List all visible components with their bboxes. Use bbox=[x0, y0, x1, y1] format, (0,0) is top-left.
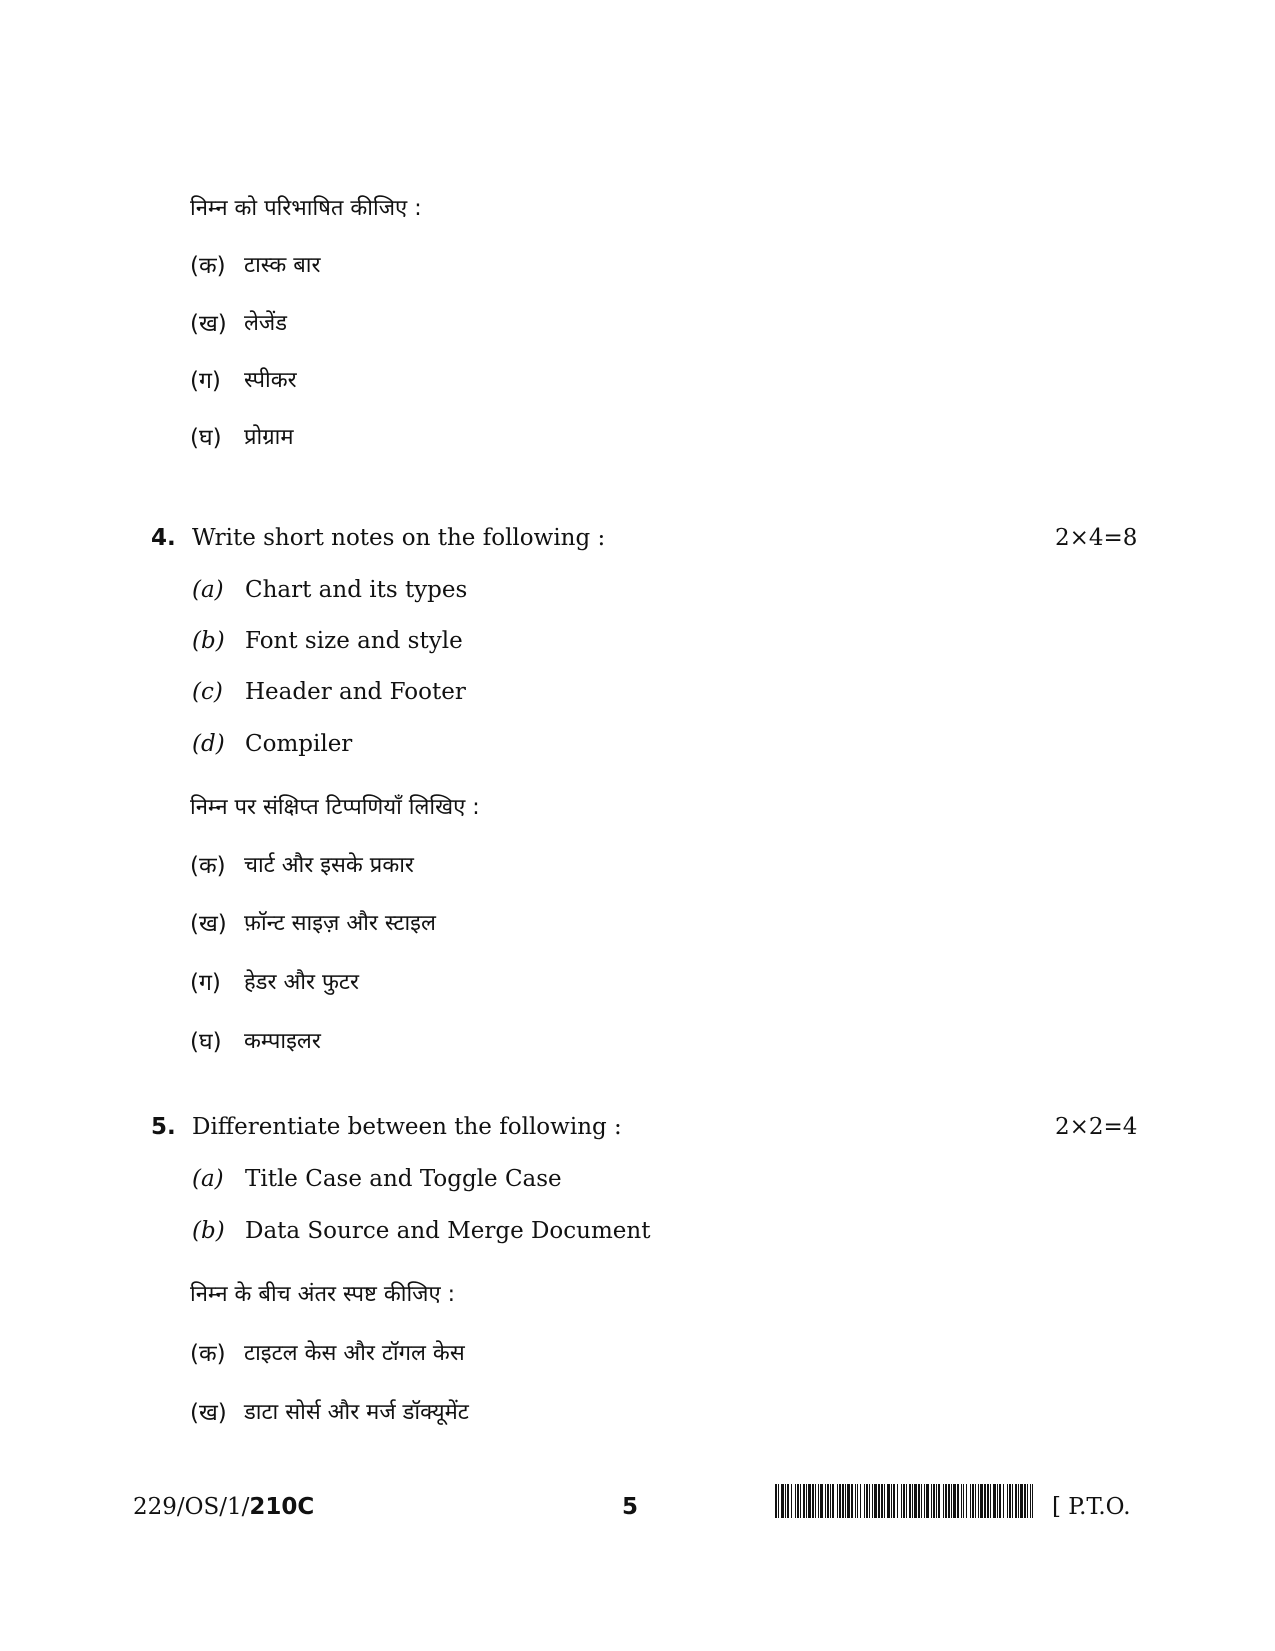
q4-item-label: (c) bbox=[192, 679, 223, 705]
q4-hindi-item-text: चार्ट और इसके प्रकार bbox=[244, 853, 414, 878]
q3-hindi-item-label: (ग) bbox=[190, 368, 221, 394]
q5-item-text: Title Case and Toggle Case bbox=[245, 1166, 562, 1192]
q4-item-label: (b) bbox=[192, 628, 225, 654]
q4-hindi-item-label: (क) bbox=[190, 853, 226, 879]
question-marks: 2×4=8 bbox=[1055, 525, 1138, 551]
question-marks: 2×2=4 bbox=[1055, 1114, 1138, 1140]
q4-item-text: Chart and its types bbox=[245, 577, 468, 603]
q3-hindi-item-text: स्पीकर bbox=[244, 368, 297, 393]
q4-item-label: (a) bbox=[192, 577, 224, 603]
paper-code-prefix: 229/OS/1/ bbox=[133, 1494, 250, 1520]
q4-hindi-intro: निम्न पर संक्षिप्त टिप्पणियाँ लिखिए : bbox=[190, 795, 480, 820]
q4-hindi-item-text: कम्पाइलर bbox=[244, 1029, 321, 1054]
q5-hindi-item-text: टाइटल केस और टॉगल केस bbox=[244, 1341, 465, 1366]
q4-hindi-item-label: (घ) bbox=[190, 1029, 222, 1055]
question-number: 5. bbox=[151, 1114, 176, 1140]
q3-hindi-item-label: (घ) bbox=[190, 425, 222, 451]
q4-item-text: Compiler bbox=[245, 731, 353, 757]
q3-hindi-intro: निम्न को परिभाषित कीजिए : bbox=[190, 196, 422, 221]
q5-hindi-item-label: (क) bbox=[190, 1341, 226, 1367]
q5-hindi-item-label: (ख) bbox=[190, 1400, 227, 1426]
q3-hindi-item-text: प्रोग्राम bbox=[244, 425, 294, 450]
q4-hindi-item-text: फ़ॉन्ट साइज़ और स्टाइल bbox=[244, 911, 436, 936]
page-number: 5 bbox=[622, 1494, 639, 1520]
pto-label: [ P.T.O. bbox=[1052, 1494, 1131, 1520]
q5-item-label: (a) bbox=[192, 1166, 224, 1192]
q4-hindi-item-text: हेडर और फुटर bbox=[244, 970, 359, 995]
q5-item-text: Data Source and Merge Document bbox=[245, 1218, 651, 1244]
question-number: 4. bbox=[151, 525, 176, 551]
q4-hindi-item-label: (ख) bbox=[190, 911, 227, 937]
q4-item-label: (d) bbox=[192, 731, 225, 757]
q4-item-text: Font size and style bbox=[245, 628, 463, 654]
q5-item-label: (b) bbox=[192, 1218, 225, 1244]
question-prompt: Differentiate between the following : bbox=[192, 1114, 622, 1140]
barcode-icon bbox=[775, 1484, 1033, 1518]
q3-hindi-item-label: (क) bbox=[190, 253, 226, 279]
paper-code bbox=[133, 1496, 314, 1519]
q3-hindi-item-text: टास्क बार bbox=[244, 253, 321, 278]
question-prompt: Write short notes on the following : bbox=[192, 525, 606, 551]
q3-hindi-item-text: लेजेंड bbox=[244, 311, 288, 336]
q4-item-text: Header and Footer bbox=[245, 679, 466, 705]
q5-hindi-item-text: डाटा सोर्स और मर्ज डॉक्यूमेंट bbox=[244, 1400, 469, 1425]
q4-hindi-item-label: (ग) bbox=[190, 970, 221, 996]
q5-hindi-intro: निम्न के बीच अंतर स्पष्ट कीजिए : bbox=[190, 1282, 456, 1307]
q3-hindi-item-label: (ख) bbox=[190, 311, 227, 337]
paper-code-bold: 210C bbox=[249, 1494, 315, 1520]
